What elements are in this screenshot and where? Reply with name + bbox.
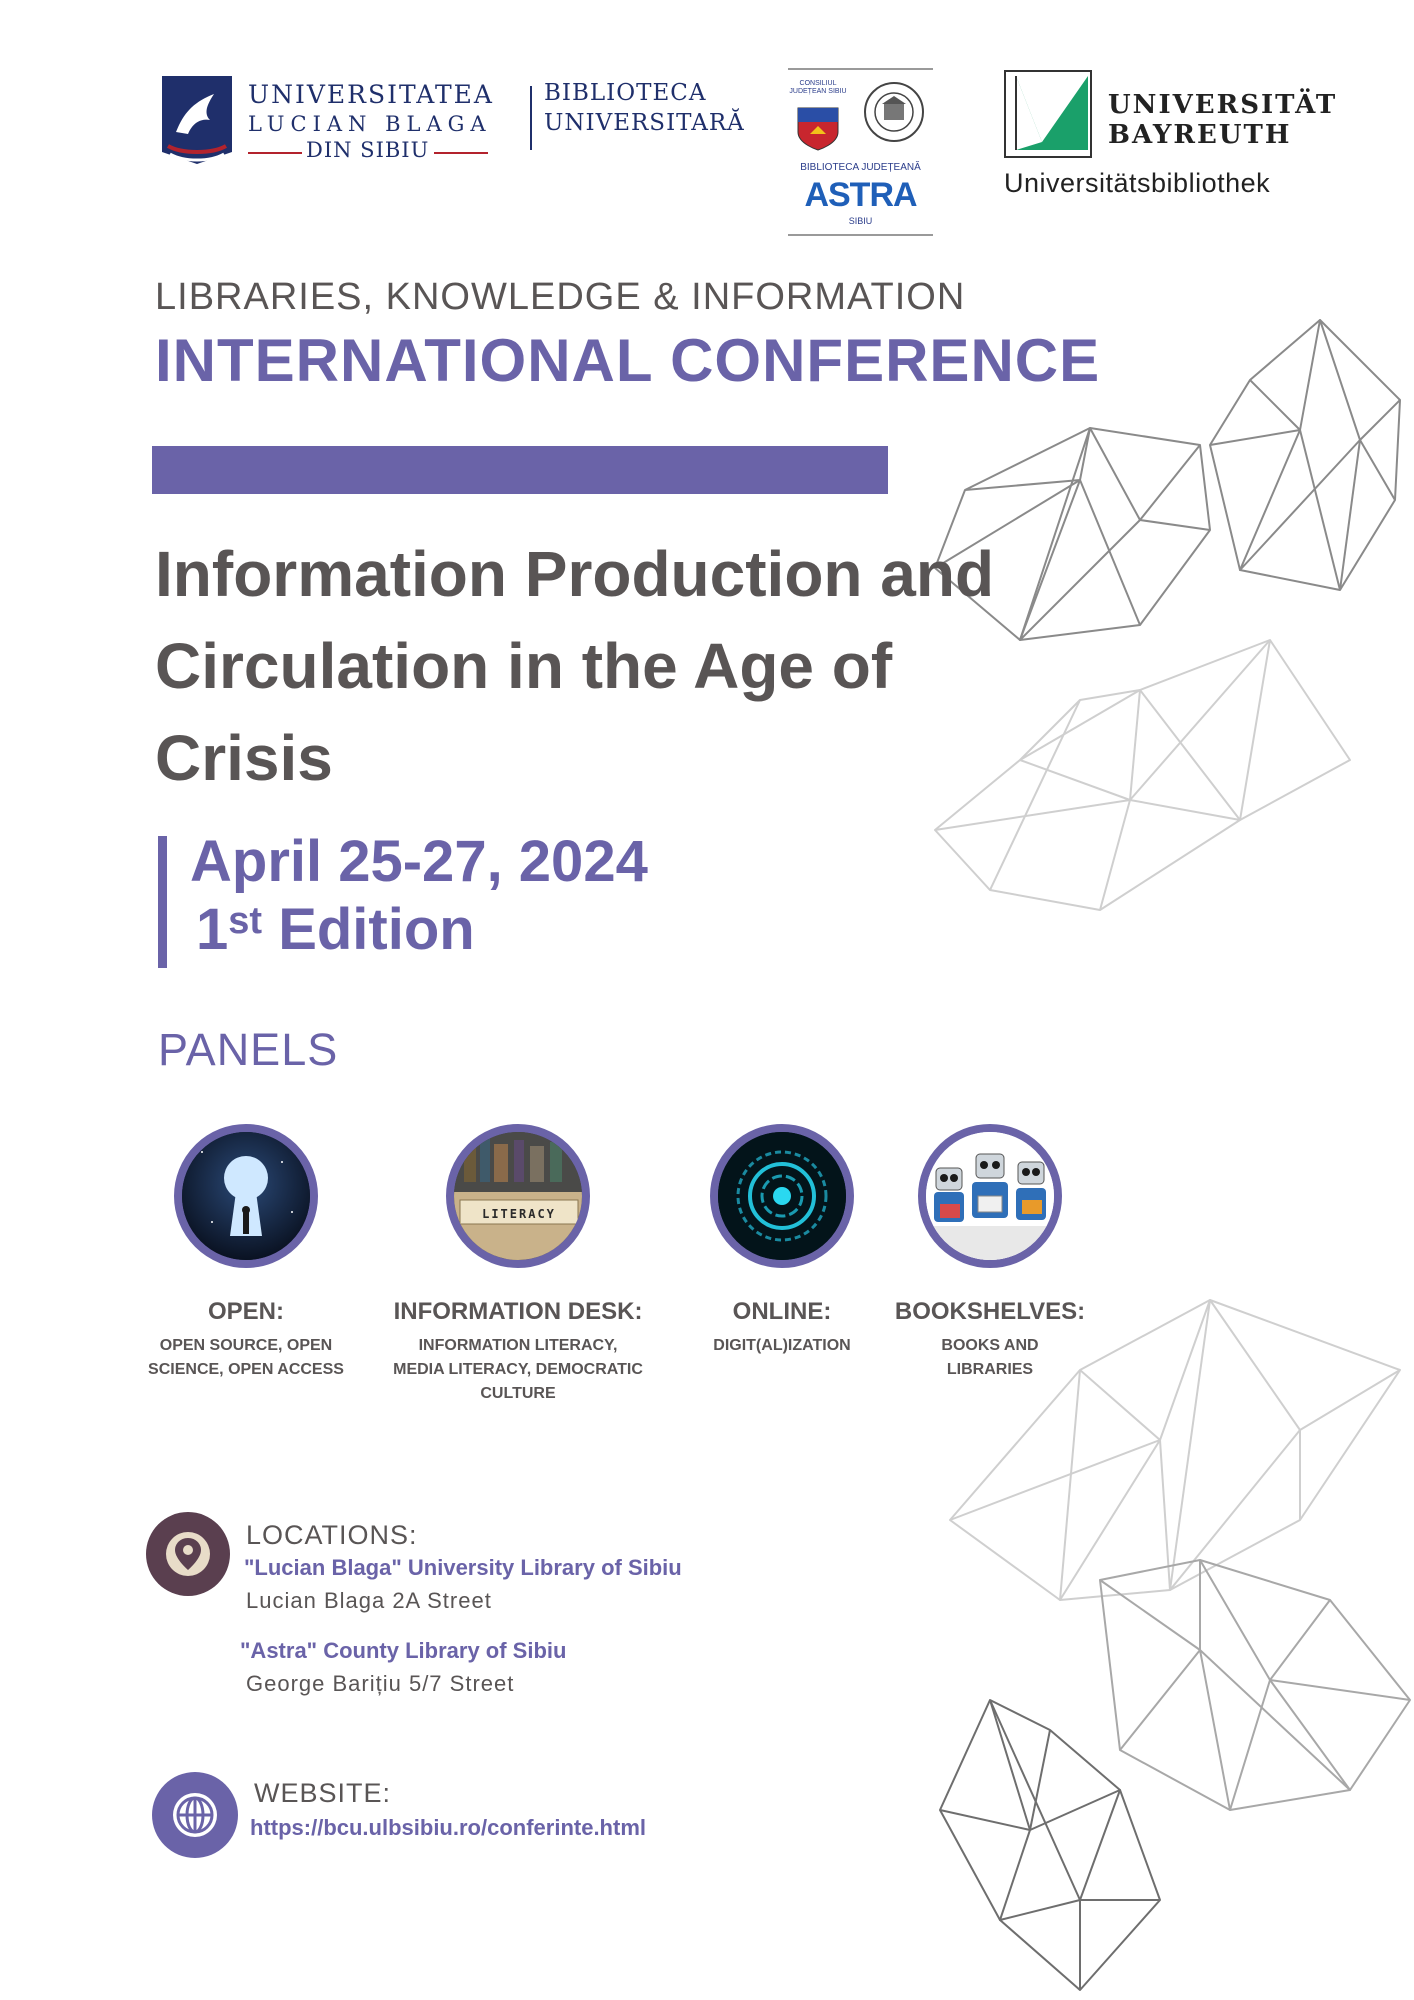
locations-label: LOCATIONS:	[246, 1520, 418, 1550]
panel-open	[116, 1124, 376, 1382]
edition-word: Edition	[278, 897, 475, 962]
library-line2: UNIVERSITARĂ	[544, 110, 745, 136]
panel-bookshelves	[860, 1124, 1120, 1382]
panel-description: BOOKS AND LIBRARIES	[941, 1337, 1039, 1378]
location-name: "Lucian Blaga" University Library of Sibiu	[244, 1555, 682, 1580]
dove-book-icon	[158, 72, 236, 166]
panel-name: OPEN:	[207, 1298, 284, 1325]
library-line1: BIBLIOTECA	[544, 80, 707, 106]
location-address: Lucian Blaga 2A Street	[246, 1588, 492, 1613]
location-pin-icon	[146, 1512, 230, 1596]
ulbs-logo	[158, 72, 494, 167]
date-accent-rule	[158, 836, 167, 968]
bayreuth-logo	[1004, 70, 1338, 200]
bayreuth-line1: UNIVERSITÄT	[1108, 90, 1338, 120]
conference-subtitle: LIBRARIES, KNOWLEDGE & INFORMATION	[155, 276, 966, 318]
panel-description: INFORMATION LITERACY, MEDIA LITERACY, DEMOCRATIC CULTURE	[393, 1337, 643, 1402]
panel-name: ONLINE:	[732, 1298, 832, 1325]
seal-icon	[862, 80, 926, 144]
main-title: Information Production and Circulation in the Age of Crisis	[155, 538, 995, 794]
bayreuth-line2: BAYREUTH	[1108, 120, 1292, 150]
bayreuth-sub: Universitätsbibliothek	[1004, 168, 1271, 198]
panel-name: BOOKSHELVES:	[894, 1298, 1086, 1325]
edition	[196, 896, 475, 963]
website-label: WEBSITE:	[254, 1778, 392, 1808]
digital-circle-image	[710, 1124, 854, 1268]
ulbs-line2: LUCIAN BLAGA	[248, 112, 492, 136]
literacy-image-text: LITERACY	[482, 1207, 556, 1221]
ulbs-rule-left	[248, 152, 302, 154]
edition-number: 1	[196, 897, 229, 962]
title-accent-bar	[152, 446, 888, 494]
edition-suffix: st	[228, 900, 263, 942]
location-name: "Astra" County Library of Sibiu	[240, 1638, 567, 1663]
location-address: George Barițiu 5/7 Street	[246, 1671, 515, 1696]
conference-date: April 25-27, 2024	[190, 829, 648, 894]
ulbs-line1: UNIVERSITATEA	[248, 80, 494, 109]
panel-name: INFORMATION DESK:	[393, 1298, 643, 1325]
bayreuth-mark-icon	[1004, 70, 1092, 158]
panel-description: DIGIT(AL)IZATION	[713, 1337, 851, 1354]
globe-icon	[152, 1772, 238, 1858]
robots-reading-image	[918, 1124, 1062, 1268]
coat-of-arms-icon	[796, 106, 840, 152]
conference-title: INTERNATIONAL CONFERENCE	[155, 327, 1101, 394]
astra-library-text: BIBLIOTECA JUDEȚEANĂ	[800, 162, 921, 173]
logo-divider	[530, 86, 532, 150]
keyhole-image	[174, 1124, 318, 1268]
astra-council-text: CONSILIUL JUDEȚEAN SIBIU	[789, 80, 847, 95]
ulbs-line3: DIN SIBIU	[306, 138, 430, 162]
panels-heading: PANELS	[158, 1024, 339, 1075]
website-link[interactable]: https://bcu.ulbsibiu.ro/conferinte.html	[250, 1815, 646, 1840]
literacy-blocks-image	[446, 1124, 590, 1268]
astra-logo	[788, 68, 933, 236]
panel-description: OPEN SOURCE, OPEN SCIENCE, OPEN ACCESS	[148, 1337, 344, 1378]
ulbs-rule-right	[434, 152, 488, 154]
panel-information-desk	[388, 1124, 648, 1406]
astra-name: ASTRA	[804, 176, 917, 214]
astra-city: SIBIU	[848, 216, 873, 226]
